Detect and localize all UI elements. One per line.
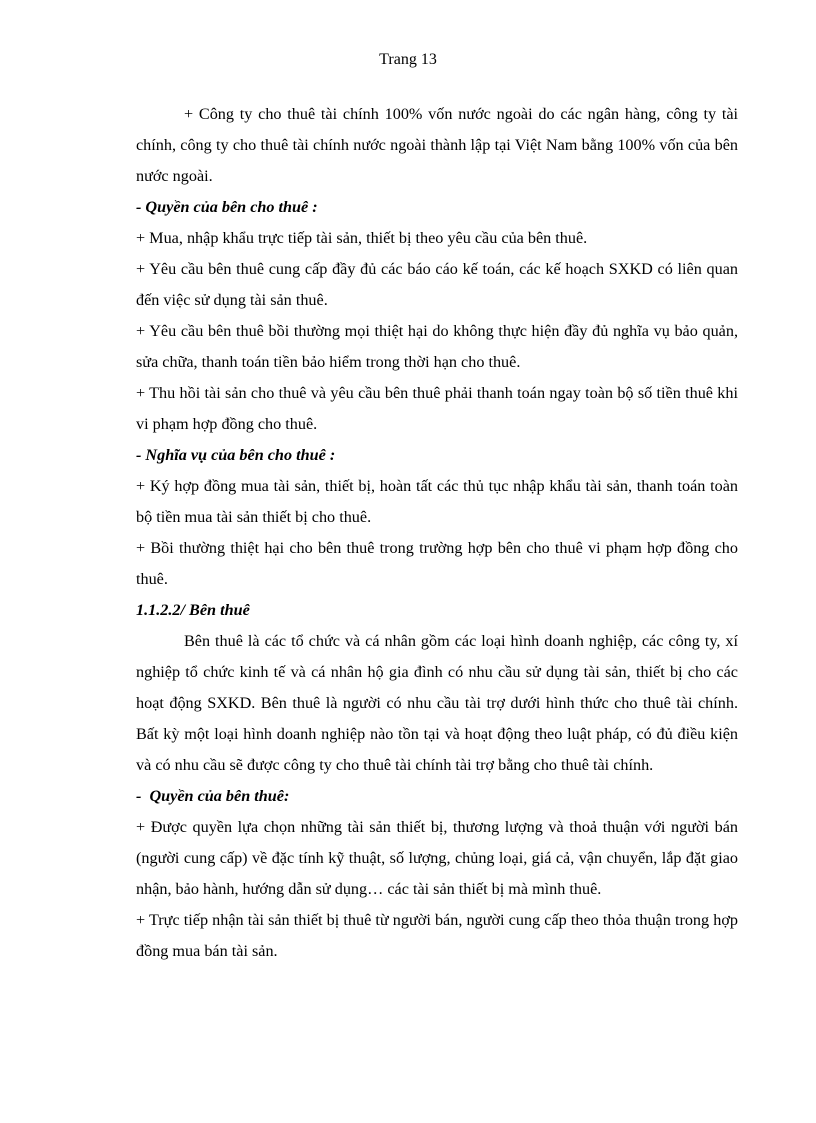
heading-lessor-obligations: - Nghĩa vụ của bên cho thuê : [136,446,336,464]
list-item: + Yêu cầu bên thuê cung cấp đầy đủ các báo cáo kế toán, các kế hoạch SXKD có liên quan đến việc sử dụng tài sản thuê. [136,260,738,309]
list-item: + Thu hồi tài sản cho thuê và yêu cầu bên thuê phải thanh toán ngay toàn bộ số tiền thuê khi vi phạm hợp đồng cho thuê. [136,384,738,433]
list-item: + Mua, nhập khẩu trực tiếp tài sản, thiết bị theo yêu cầu của bên thuê. [136,229,588,247]
heading-lessee-rights: - Quyền của bên thuê: [136,787,290,805]
list-item: + Bồi thường thiệt hại cho bên thuê trong trường hợp bên cho thuê vi phạm hợp đồng cho thuê. [136,539,738,588]
page-number: Trang 13 [379,51,437,68]
heading-lessor-rights: - Quyền của bên cho thuê : [136,198,318,216]
list-item: + Yêu cầu bên thuê bồi thường mọi thiệt hại do không thực hiện đầy đủ nghĩa vụ bảo quản, sửa chữa, thanh toán tiền bảo hiểm trong thời hạn cho thuê. [136,322,738,371]
list-item: + Ký hợp đồng mua tài sản, thiết bị, hoàn tất các thủ tục nhập khẩu tài sản, thanh toán toàn bộ tiền mua tài sản thiết bị cho thuê. [136,477,738,526]
paragraph-foreign-leasing-company: + Công ty cho thuê tài chính 100% vốn nước ngoài do các ngân hàng, công ty tài chính, công ty cho thuê tài chính nước ngoài thành lập tại Việt Nam bằng 100% vốn của bên nước ngoài. [136,105,738,185]
section-heading-lessee: 1.1.2.2/ Bên thuê [136,601,250,619]
document-body [136,99,738,967]
list-item: + Được quyền lựa chọn những tài sản thiết bị, thương lượng và thoả thuận với người bán (người cung cấp) về đặc tính kỹ thuật, số lượng, chủng loại, giá cả, vận chuyển, lắp đặt giao nhận, bảo hành, hướng dẫn sử dụng… các tài sản thiết bị mà mình thuê. [136,818,738,898]
list-item: + Trực tiếp nhận tài sản thiết bị thuê từ người bán, người cung cấp theo thỏa thuận trong hợp đồng mua bán tài sản. [136,911,738,960]
paragraph-lessee-definition: Bên thuê là các tổ chức và cá nhân gồm các loại hình doanh nghiệp, các công ty, xí nghiệp tổ chức kinh tế và cá nhân hộ gia đình có nhu cầu sử dụng tài sản, thiết bị cho các hoạt động SXKD. Bên thuê là người có nhu cầu tài trợ dưới hình thức cho thuê tài chính. Bất kỳ một loại hình doanh nghiệp nào tồn tại và hoạt động theo luật pháp, có đủ điều kiện và có nhu cầu sẽ được công ty cho thuê tài chính tài trợ bằng cho thuê tài chính. [136,632,738,774]
